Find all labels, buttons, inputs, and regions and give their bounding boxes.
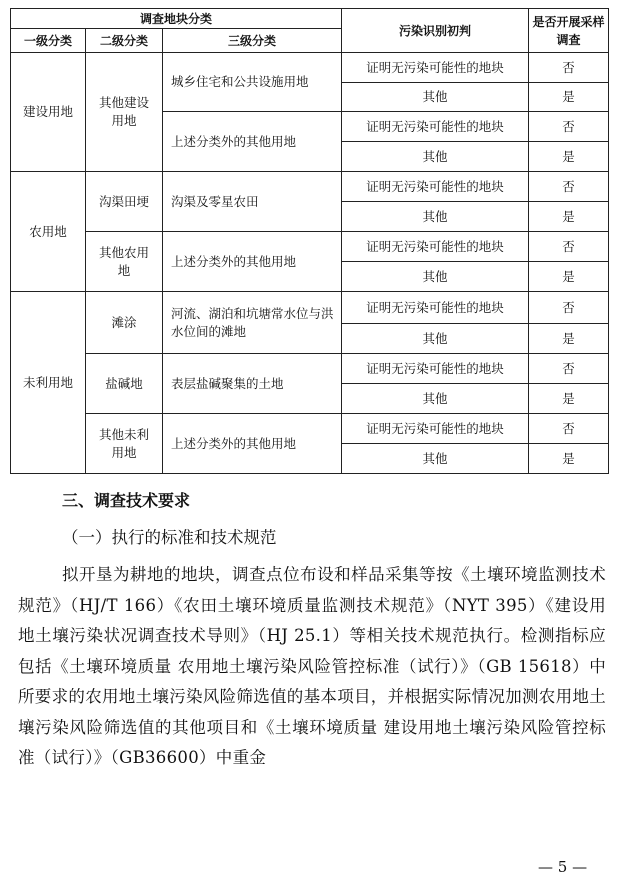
sample-cell: 否	[529, 414, 609, 444]
sample-cell: 是	[529, 384, 609, 414]
judge-cell: 其他	[342, 83, 529, 112]
sample-cell: 是	[529, 262, 609, 292]
sample-cell: 否	[529, 292, 609, 324]
sample-cell: 否	[529, 112, 609, 142]
level2-cell: 其他建设用地	[86, 53, 163, 172]
section-heading: 三、调查技术要求	[62, 491, 191, 510]
header-land-category: 调查地块分类	[11, 9, 342, 29]
judge-cell: 其他	[342, 324, 529, 354]
level3-cell: 表层盐碱聚集的土地	[163, 354, 342, 414]
judge-cell: 证明无污染可能性的地块	[342, 53, 529, 83]
level3-cell: 上述分类外的其他用地	[163, 414, 342, 474]
judge-cell: 证明无污染可能性的地块	[342, 172, 529, 202]
sub-heading: （一）执行的标准和技术规范	[62, 528, 277, 547]
level2-cell: 其他未利用地	[86, 414, 163, 474]
sample-cell: 否	[529, 172, 609, 202]
judge-cell: 其他	[342, 384, 529, 414]
sample-cell: 是	[529, 202, 609, 232]
body-paragraph: 拟开垦为耕地的地块，调查点位布设和样品采集等按《土壤环境监测技术规范》（HJ/T 166）《农田土壤环境质量监测技术规范》（NYT 395）《建设用地土壤污染状况调查技术导则》（HJ 25.1）等相关技术规范执行。检测指标应包括《土壤环境质量 农用地土壤污染风险管控标准（试行）》（GB 15618）中所要求的农用地土壤污染风险筛选值的基本项目，并根据实际情况加测农用地土壤污染风险筛选值的其他项目和《土壤环境质量 建设用地土壤污染风险管控标准（试行）》（GB36600）中重金	[18, 565, 606, 767]
level2-cell: 滩涂	[86, 292, 163, 354]
sample-cell: 是	[529, 324, 609, 354]
sample-cell: 否	[529, 354, 609, 384]
sample-cell: 是	[529, 142, 609, 172]
judge-cell: 证明无污染可能性的地块	[342, 292, 529, 324]
level3-cell: 上述分类外的其他用地	[163, 112, 342, 172]
header-pollution-judgement: 污染识别初判	[342, 9, 529, 53]
sample-cell: 否	[529, 232, 609, 262]
judge-cell: 证明无污染可能性的地块	[342, 112, 529, 142]
level3-cell: 城乡住宅和公共设施用地	[163, 53, 342, 112]
header-level2: 二级分类	[86, 29, 163, 53]
level2-cell: 盐碱地	[86, 354, 163, 414]
level3-cell: 河流、湖泊和坑塘常水位与洪水位间的滩地	[163, 292, 342, 354]
header-level1: 一级分类	[11, 29, 86, 53]
judge-cell: 其他	[342, 262, 529, 292]
header-level3: 三级分类	[163, 29, 342, 53]
sample-cell: 是	[529, 83, 609, 112]
level3-cell: 沟渠及零星农田	[163, 172, 342, 232]
level1-cell: 农用地	[11, 172, 86, 292]
level3-cell: 上述分类外的其他用地	[163, 232, 342, 292]
header-sampling-survey: 是否开展采样调查	[529, 9, 609, 53]
judge-cell: 其他	[342, 444, 529, 474]
judge-cell: 证明无污染可能性的地块	[342, 232, 529, 262]
sample-cell: 是	[529, 444, 609, 474]
level2-cell: 其他农用地	[86, 232, 163, 292]
judge-cell: 其他	[342, 202, 529, 232]
page-number: — 5 —	[538, 858, 588, 876]
judge-cell: 其他	[342, 142, 529, 172]
judge-cell: 证明无污染可能性的地块	[342, 414, 529, 444]
level2-cell: 沟渠田埂	[86, 172, 163, 232]
sample-cell: 否	[529, 53, 609, 83]
level1-cell: 未利用地	[11, 292, 86, 474]
level1-cell: 建设用地	[11, 53, 86, 172]
judge-cell: 证明无污染可能性的地块	[342, 354, 529, 384]
land-classification-table	[10, 8, 609, 474]
